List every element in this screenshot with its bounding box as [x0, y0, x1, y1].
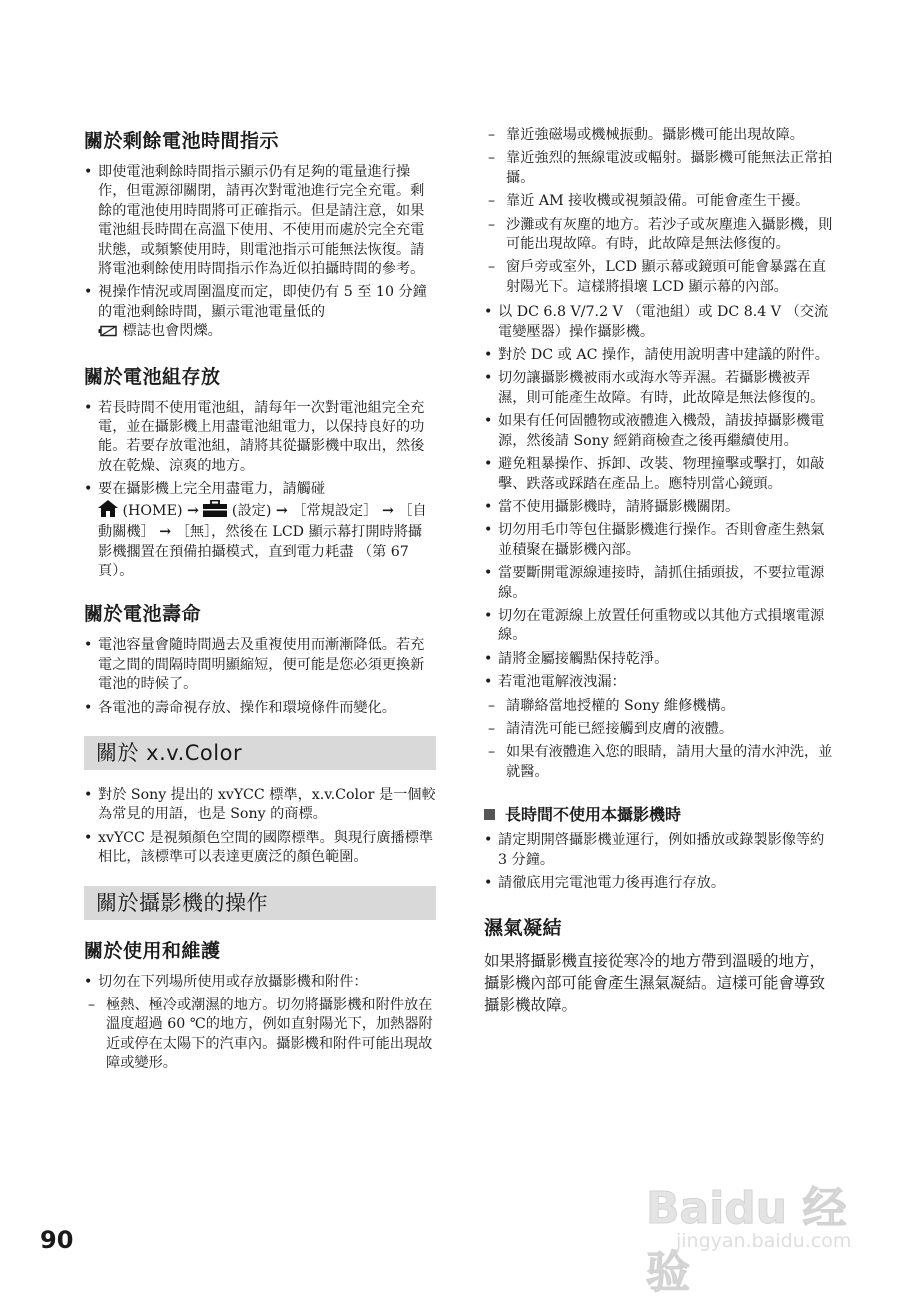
subsection-title-long-storage: 長時間不使用本攝影機時 [484, 802, 836, 825]
battery-low-icon [98, 324, 118, 343]
dash-item: – 靠近 AM 接收機或視頻設備。可能會產生干擾。 [484, 192, 836, 211]
condensation-body: 如果將攝影機直接從寒冷的地方帶到溫暖的地方，攝影機內部可能會產生濕氣凝結。這樣可能會導致攝影機故障。 [484, 952, 826, 1015]
toolbox-icon [203, 500, 227, 523]
section-title-condensation: 濕氣凝結 [484, 917, 563, 940]
operation-list [484, 303, 836, 782]
dash-item: – 如果有液體進入您的眼睛，請用大量的清水沖洗，並就醫。 [484, 743, 836, 782]
list-item: • 切勿在電源線上放置任何重物或以其他方式損壞電源線。 [484, 607, 836, 646]
left-column [84, 118, 436, 1078]
list-item: • 對於 Sony 提出的 xvYCC 標準，x.v.Color 是一個較為常見的用語，也是 Sony 的商標。 [84, 786, 436, 825]
dash-item: – 請聯絡當地授權的 Sony 維修機構。 [484, 697, 836, 716]
page-number: 90 [40, 1226, 74, 1254]
list-item [84, 283, 436, 343]
watermark-logo: Baidu 经验 [646, 1183, 847, 1298]
dash-item: – 極熱、極冷或潮濕的地方。切勿將攝影機和附件放在溫度超過 60 ℃的地方，例如直射陽光下，加熱器附近或停在太陽下的汽車內。攝影機和附件可能出現故障或變形。 [84, 996, 436, 1074]
watermark-url: jingyan.baidu.com [676, 1230, 852, 1252]
list-item: • xvYCC 是視頻顏色空間的國際標準。與現行廣播標準相比，該標準可以表達更廣泛的顏色範圍。 [84, 829, 436, 868]
long-storage-list [484, 831, 836, 893]
list-item: • 以 DC 6.8 V/7.2 V （電池組）或 DC 8.4 V （交流電變壓器）操作攝影機。 [484, 303, 836, 342]
home-icon [98, 500, 118, 523]
list-item: • 切勿用毛巾等包住攝影機進行操作。否則會產生熱氣並積聚在攝影機內部。 [484, 521, 836, 560]
section-title-use-maintenance: 關於使用和維護 [84, 939, 221, 962]
list-item: • 對於 DC 或 AC 操作，請使用說明書中建議的附件。 [484, 346, 836, 365]
list-item: • 當要斷開電源線連接時，請抓住插頭拔，不要拉電源線。 [484, 564, 836, 603]
list-item: • 如果有任何固體物或液體進入機殼，請拔掉攝影機電源，然後請 Sony 經銷商檢查之後再繼續使用。 [484, 412, 836, 451]
battery-time-list [84, 163, 436, 344]
battery-life-list [84, 636, 436, 718]
list-item [84, 480, 436, 581]
watermark [640, 1170, 890, 1298]
arrow-icon: → [159, 524, 172, 541]
list-item: • 即使電池剩餘時間指示顯示仍有足夠的電量進行操作，但電源卻關閉，請再次對電池進行完全充電。剩餘的電池使用時間將可正確指示。但是請注意，如果電池組長時間在高溫下使用、不使用而處於完全充電狀態，或頻繁使用時，則電池指示可能無法恢復。請將電池剩餘使用時間指示作為近似拍攝時間的參考。 [84, 163, 436, 279]
section-title-battery-storage: 關於電池組存放 [84, 365, 221, 388]
dash-list [84, 996, 436, 1074]
list-item [84, 973, 436, 1074]
list-item-text: ［無］，然後在 LCD 顯示幕打開時將攝影機擱置在預備拍攝模式，直到電力耗盡 （第 67 頁）。 [98, 524, 423, 579]
list-item-text: 標誌也會閃爍。 [122, 323, 222, 340]
list-item-text: 要在攝影機上完全用盡電力，請觸碰 [98, 481, 326, 498]
section-title-battery-life: 關於電池壽命 [84, 603, 202, 626]
leak-dash-list [484, 697, 836, 783]
list-item: • 避免粗暴操作、拆卸、改裝、物理撞擊或擊打，如敲擊、跌落或踩踏在產品上。應特別當心鏡頭。 [484, 455, 836, 494]
list-item-text: 若電池電解液洩漏： [498, 674, 626, 691]
dash-item: – 請清洗可能已經接觸到皮膚的液體。 [484, 720, 836, 739]
list-item: • 若長時間不使用電池組，請每年一次對電池組完全充電，並在攝影機上用盡電池組電力，以保持良好的功能。若要存放電池組，請將其從攝影機中取出，然後放在乾燥、涼爽的地方。 [84, 399, 436, 477]
dash-item: – 沙灘或有灰塵的地方。若沙子或灰塵進入攝影機，則可能出現故障。有時，此故障是無法修復的。 [484, 216, 836, 255]
section-band-xvcolor: 關於 x.v.Color [84, 736, 436, 770]
menu-general-setup: ［常規設定］ [292, 502, 378, 519]
section-band-operation: 關於攝影機的操作 [84, 886, 436, 920]
list-item: • 請徹底用完電池電力後再進行存放。 [484, 874, 836, 893]
arrow-icon: → [187, 502, 199, 519]
list-item: • 請定期開啓攝影機並運行，例如播放或錄製影像等約 3 分鐘。 [484, 831, 836, 870]
list-item: • 請將金屬接觸點保持乾淨。 [484, 650, 836, 669]
use-maintenance-list [84, 973, 436, 1074]
setup-label: (設定) [231, 502, 272, 519]
arrow-icon: → [275, 502, 288, 519]
list-item: • 電池容量會隨時間過去及重複使用而漸漸降低。若充電之間的間隔時間明顯縮短，便可能是您必須更換新電池的時候了。 [84, 636, 436, 694]
list-item: • 切勿讓攝影機被雨水或海水等弄濕。若攝影機被弄濕，則可能產生故障。有時，此故障是無法修復的。 [484, 369, 836, 408]
dash-item: – 靠近強磁場或機械振動。攝影機可能出現故障。 [484, 126, 836, 145]
list-item-text: 切勿在下列場所使用或存放攝影機和附件： [98, 973, 368, 990]
arrow-icon: → [381, 502, 394, 519]
menu-auto-off: ［自動關機］ [98, 502, 427, 541]
location-dash-list [484, 126, 836, 297]
dash-item: – 窗戶旁或室外，LCD 顯示幕或鏡頭可能會暴露在直射陽光下。這樣將損壞 LCD 顯示幕的內部。 [484, 258, 836, 297]
list-item [484, 673, 836, 782]
list-item: • 各電池的壽命視存放、操作和環境條件而變化。 [84, 699, 436, 718]
list-item-text: 視操作情況或周圍溫度而定，即使仍有 5 至 10 分鐘的電池剩餘時間，顯示電池電量低的 [98, 284, 427, 320]
home-label: (HOME) [122, 502, 183, 519]
battery-storage-list [84, 399, 436, 582]
right-column [484, 126, 836, 1016]
dash-item: – 靠近強烈的無線電波或輻射。攝影機可能無法正常拍攝。 [484, 149, 836, 188]
section-title-battery-time: 關於剩餘電池時間指示 [84, 130, 280, 152]
list-item: • 當不使用攝影機時，請將攝影機關閉。 [484, 498, 836, 517]
xvcolor-list [84, 786, 436, 868]
